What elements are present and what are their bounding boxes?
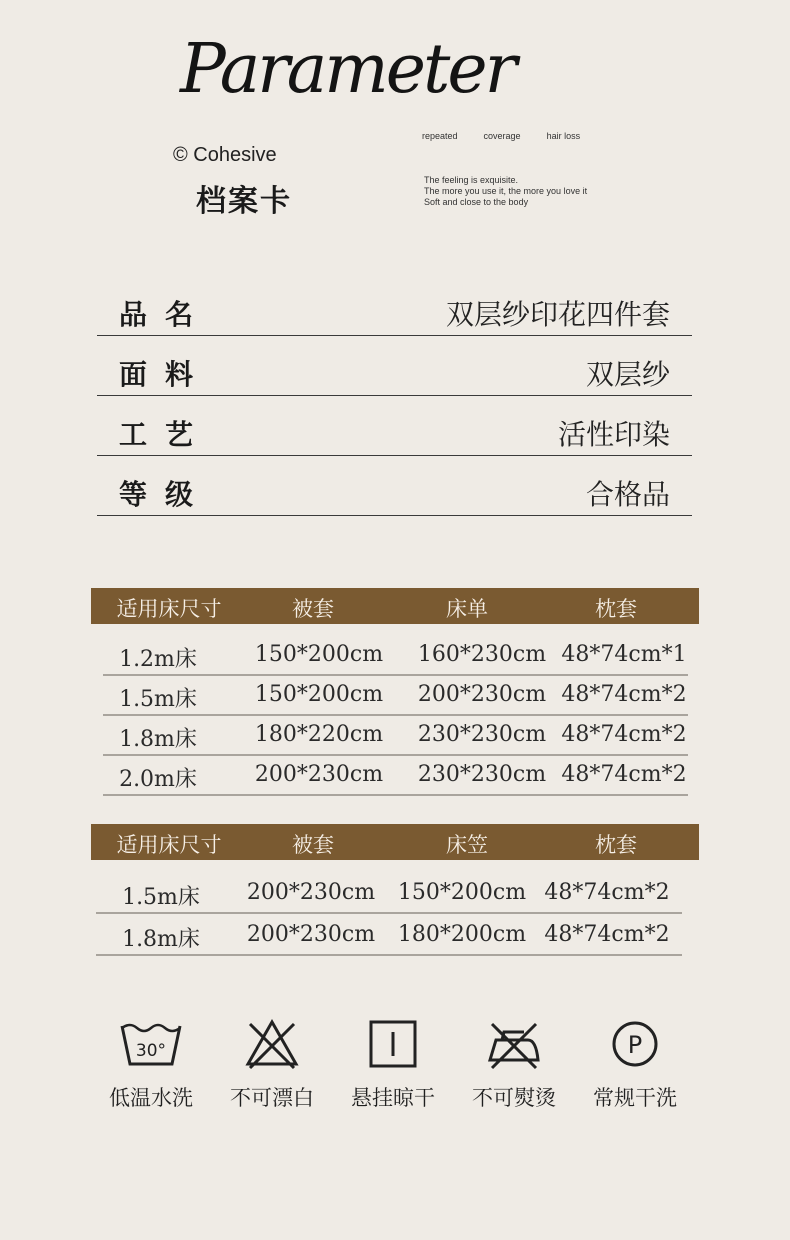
no-iron-icon: [484, 1018, 544, 1070]
table-row: [103, 636, 688, 676]
page-title: Parameter: [180, 30, 515, 109]
table-cell: 48*74cm*2: [544, 922, 670, 947]
size-table-header: [91, 588, 699, 624]
table-cell: 48*74cm*2: [561, 762, 687, 787]
table-row: [103, 756, 688, 796]
column-header: 床笠: [446, 833, 488, 857]
table-cell: 200*230cm: [246, 880, 376, 905]
info-value: 双层纱: [585, 358, 670, 391]
care-label: 低温水洗: [109, 1086, 193, 1110]
table-cell: 180*220cm: [254, 722, 384, 747]
table-cell: 48*74cm*1: [561, 642, 687, 667]
info-label: 面料: [119, 358, 212, 391]
slogan-line: Soft and close to the body: [424, 197, 529, 207]
care-label: 常规干洗: [593, 1086, 677, 1110]
table-row: [96, 874, 682, 914]
wash-30-icon: [118, 1018, 184, 1070]
column-header: 适用床尺寸: [116, 833, 222, 857]
table-cell: 1.8m床: [122, 927, 200, 952]
dry-clean-p-icon: [609, 1018, 661, 1070]
column-header: 枕套: [595, 597, 637, 621]
table-cell: 1.8m床: [119, 727, 197, 752]
care-item: [459, 1018, 569, 1112]
dry-clean-letter: P: [627, 1031, 643, 1059]
info-row-name: [97, 275, 692, 336]
table-cell: 2.0m床: [119, 767, 197, 792]
care-item: [96, 1018, 206, 1112]
slogan-line: The more you use it, the more you love it: [424, 186, 588, 196]
info-label: 等级: [119, 478, 212, 511]
care-label: 悬挂晾干: [351, 1086, 435, 1110]
table-cell: 200*230cm: [254, 762, 384, 787]
tag-list: [422, 131, 580, 141]
care-label: 不可熨烫: [472, 1086, 556, 1110]
slogan-line: The feeling is exquisite.: [424, 175, 519, 185]
table-cell: 180*200cm: [397, 922, 527, 947]
table-cell: 1.2m床: [119, 647, 197, 672]
no-bleach-icon: [244, 1018, 300, 1070]
table-cell: 1.5m床: [122, 885, 200, 910]
card-label: 档案卡: [196, 185, 292, 218]
table-cell: 48*74cm*2: [544, 880, 670, 905]
slogan: [424, 175, 587, 208]
table-cell: 160*230cm: [417, 642, 547, 667]
info-row-grade: [97, 455, 692, 516]
table-row: [96, 916, 682, 956]
tag: repeated: [422, 131, 458, 141]
column-header: 被套: [292, 833, 334, 857]
table-cell: 150*200cm: [254, 682, 384, 707]
care-item: [338, 1018, 448, 1112]
brand-name: © Cohesive: [173, 144, 277, 166]
table-cell: 1.5m床: [119, 687, 197, 712]
table-row: [103, 676, 688, 716]
info-label: 工艺: [119, 418, 212, 451]
table-cell: 150*200cm: [397, 880, 527, 905]
table-cell: 200*230cm: [417, 682, 547, 707]
table-cell: 230*230cm: [417, 762, 547, 787]
column-header: 适用床尺寸: [116, 597, 222, 621]
tag: coverage: [483, 131, 521, 141]
care-label: 不可漂白: [230, 1086, 314, 1110]
table-cell: 48*74cm*2: [561, 682, 687, 707]
info-row-craft: [97, 395, 692, 456]
tag: hair loss: [546, 131, 581, 141]
table-cell: 48*74cm*2: [561, 722, 687, 747]
wash-temp-text: 30°: [135, 1041, 167, 1061]
column-header: 床单: [446, 597, 488, 621]
table-cell: 150*200cm: [254, 642, 384, 667]
care-item: [580, 1018, 690, 1112]
hang-dry-icon: [367, 1018, 419, 1070]
info-value: 活性印染: [557, 418, 670, 451]
table-row: [103, 716, 688, 756]
column-header: 被套: [292, 597, 334, 621]
table-cell: 230*230cm: [417, 722, 547, 747]
column-header: 枕套: [595, 833, 637, 857]
care-item: [217, 1018, 327, 1112]
info-value: 双层纱印花四件套: [445, 298, 670, 331]
info-row-fabric: [97, 335, 692, 396]
info-label: 品名: [119, 298, 212, 331]
size-table-header: [91, 824, 699, 860]
info-value: 合格品: [585, 478, 670, 511]
table-cell: 200*230cm: [246, 922, 376, 947]
